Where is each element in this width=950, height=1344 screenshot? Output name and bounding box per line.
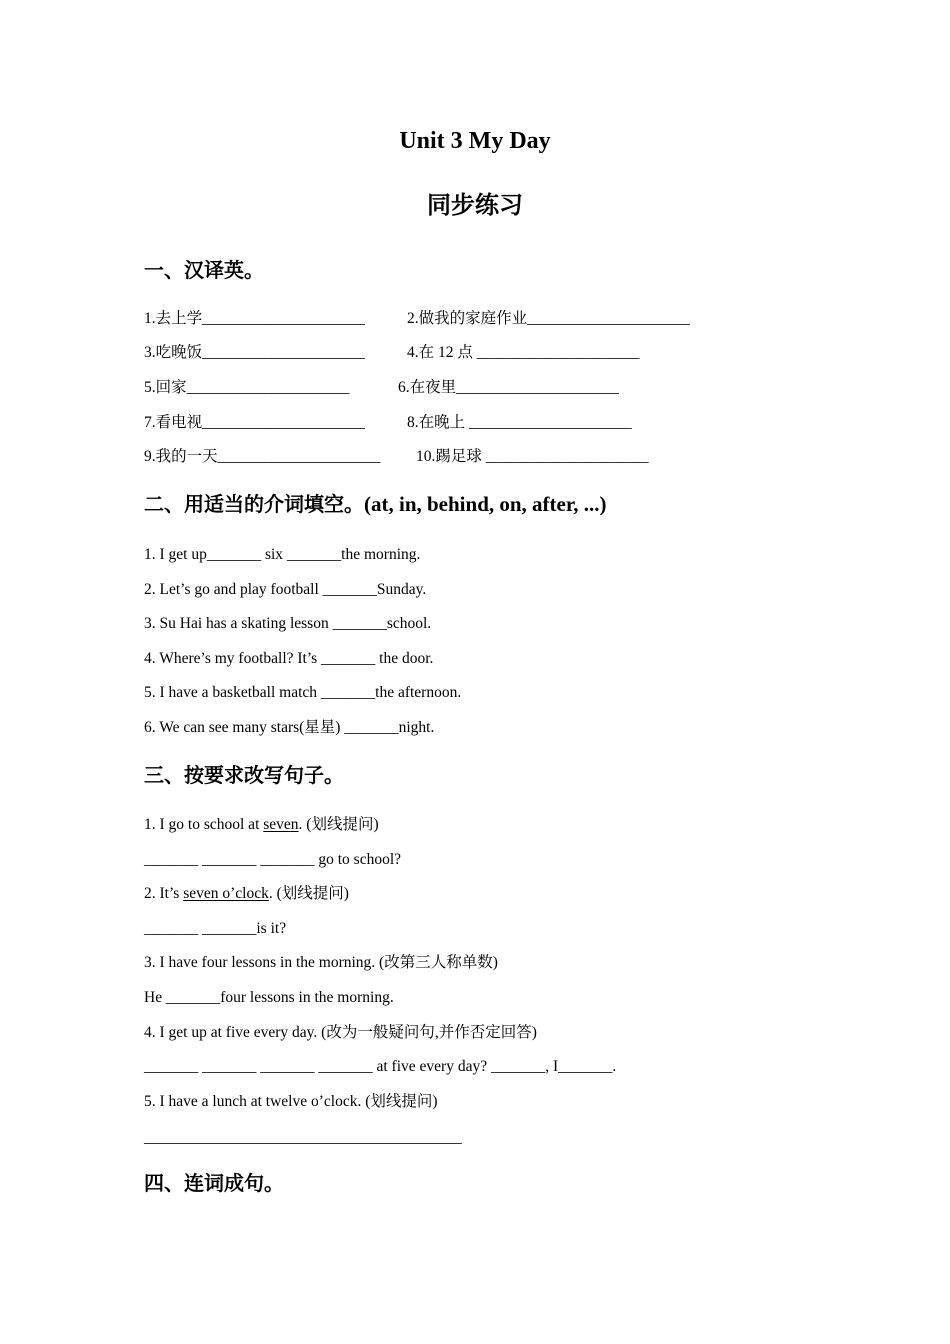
s3-q1-pre: 1. I go to school at <box>144 816 264 833</box>
s1-item-6: 6.在夜里_____________________ <box>398 379 619 396</box>
s1-item-5: 5.回家_____________________ <box>144 379 350 396</box>
s3-q3-answer: He _______four lessons in the morning. <box>144 989 394 1006</box>
s3-q2 <box>144 886 349 902</box>
s3-q4-answer: _______ _______ _______ _______ at five every day? _______, I_______. <box>144 1058 617 1075</box>
s1-item-9: 9.我的一天_____________________ <box>144 448 381 465</box>
s2-item-3: 3. Su Hai has a skating lesson _______school. <box>144 615 432 632</box>
section2-heading-en: (at, in, behind, on, after, ...) <box>364 492 607 516</box>
s2-item-4: 4. Where’s my football? It’s _______ the door. <box>144 650 434 667</box>
s3-q4: 4. I get up at five every day. (改为一般疑问句,并作否定回答) <box>144 1024 537 1041</box>
s1-item-2: 2.做我的家庭作业_____________________ <box>407 310 690 327</box>
s1-item-8: 8.在晚上 _____________________ <box>407 414 632 431</box>
section3-heading: 三、按要求改写句子。 <box>144 763 344 787</box>
s3-q1-post: . (划线提问) <box>298 816 379 833</box>
s1-item-3: 3.吃晚饭_____________________ <box>144 344 365 361</box>
section2-heading-cn: 二、用适当的介词填空。 <box>144 492 364 516</box>
s1-item-4: 4.在 12 点 _____________________ <box>407 344 640 361</box>
s2-item-5: 5. I have a basketball match _______the afternoon. <box>144 684 462 701</box>
s3-q1-underlined: seven <box>263 816 299 833</box>
s3-q1-answer: _______ _______ _______ go to school? <box>144 851 402 868</box>
s3-q2-answer: _______ _______is it? <box>144 920 287 937</box>
s3-q2-underlined: seven o’clock <box>183 885 269 902</box>
section4-heading: 四、连词成句。 <box>144 1171 284 1195</box>
s3-q2-pre: 2. It’s <box>144 885 184 902</box>
s3-q3: 3. I have four lessons in the morning. (改第三人称单数) <box>144 954 498 971</box>
s2-item-2: 2. Let’s go and play football _______Sunday. <box>144 581 427 598</box>
s1-item-10: 10.踢足球 _____________________ <box>416 448 649 465</box>
section2-heading <box>144 494 607 515</box>
s2-item-1: 1. I get up_______ six _______the morning. <box>144 546 421 563</box>
s3-q2-post: . (划线提问) <box>268 885 349 902</box>
worksheet-title: Unit 3 My Day <box>399 128 551 154</box>
s1-item-1: 1.去上学_____________________ <box>144 310 365 327</box>
section1-heading: 一、汉译英。 <box>144 258 264 282</box>
s1-item-7: 7.看电视_____________________ <box>144 414 365 431</box>
s3-q1 <box>144 817 379 833</box>
s2-item-6: 6. We can see many stars(星星) _______night. <box>144 719 435 736</box>
s3-q5: 5. I have a lunch at twelve o’clock. (划线提问) <box>144 1093 438 1110</box>
s3-q5-answer: _________________________________________ <box>144 1129 462 1146</box>
worksheet-subtitle: 同步练习 <box>427 191 523 219</box>
